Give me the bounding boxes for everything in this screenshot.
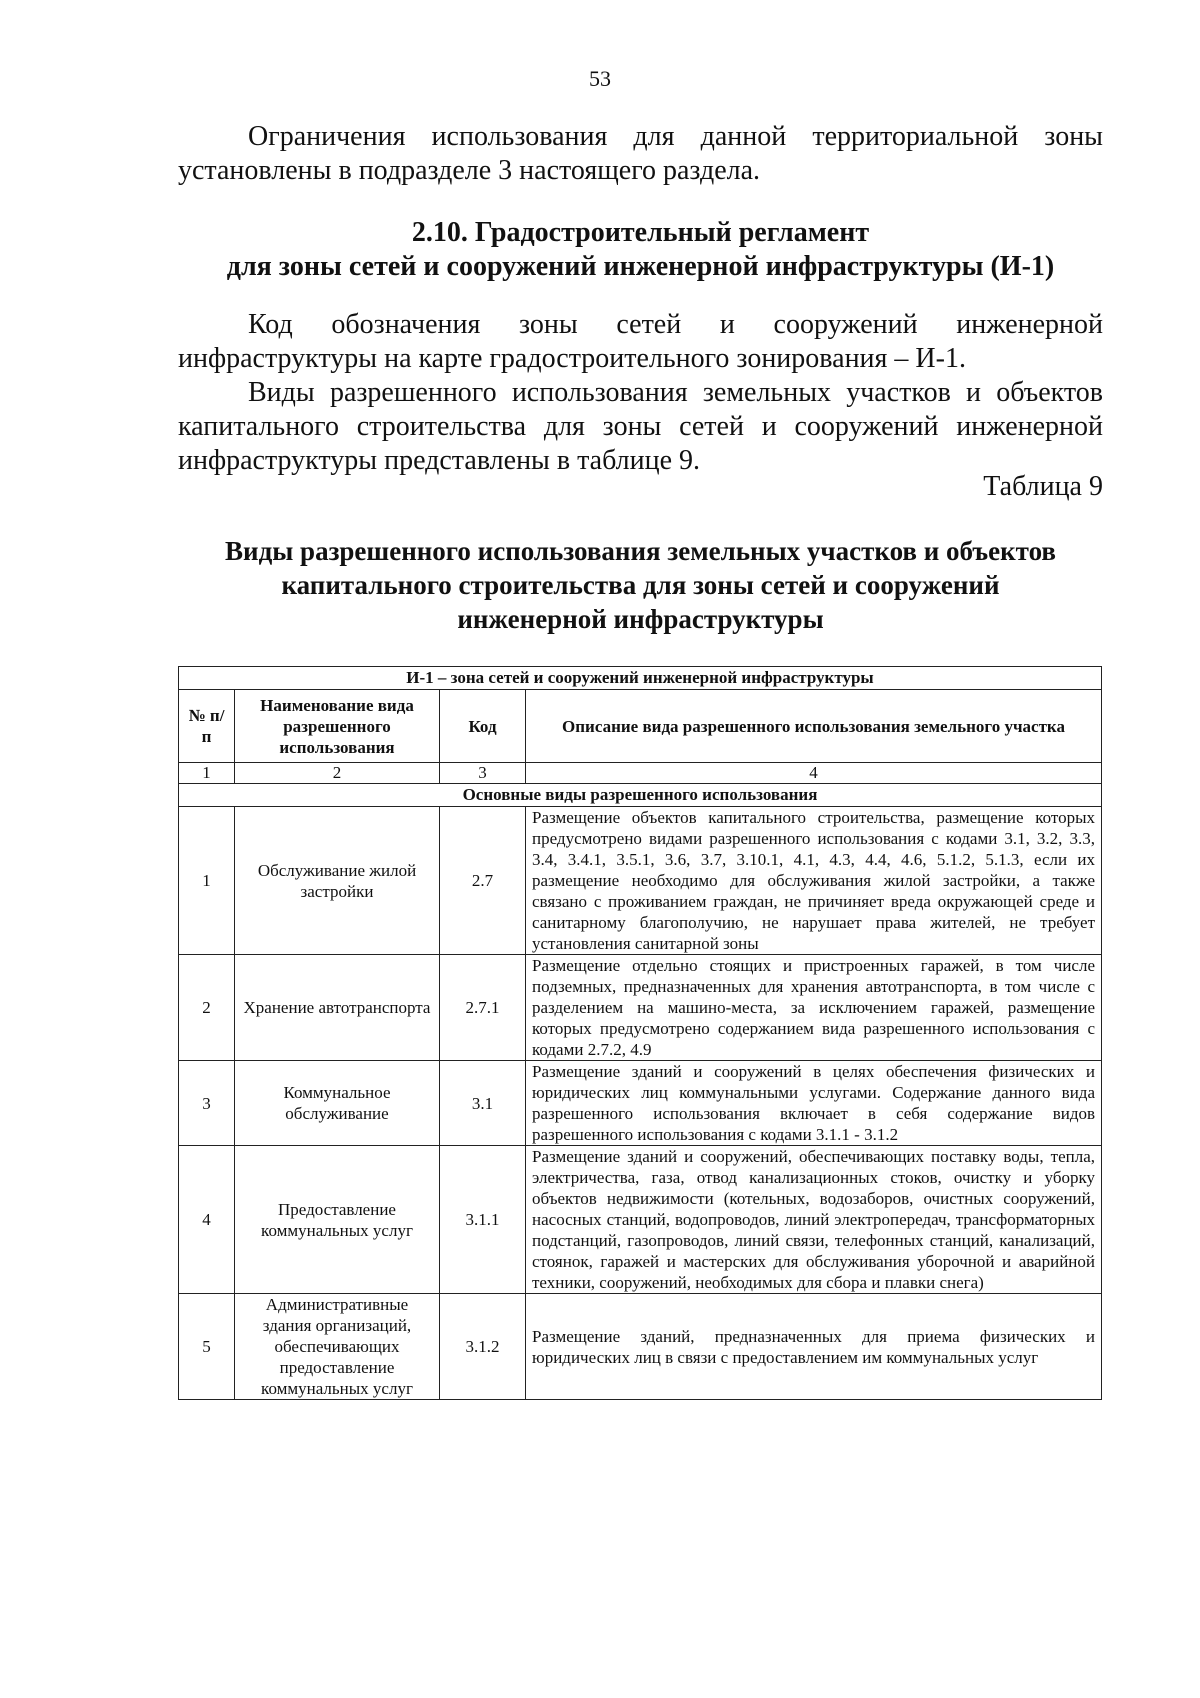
types-paragraph: Виды разрешенного использования земельных участков и объектов капитального строительства для зоны сетей и сооружений инженерной инфраструктуры представлены в таблице 9. [178,377,1103,476]
row-name: Коммунальное обслуживание [235,1061,440,1146]
col-header-code: Код [440,690,526,763]
row-desc: Размещение зданий и сооружений в целях обеспечения физических и юридических лиц коммунальными услугами. Содержание данного вида разрешенного использования включает в себя содержание видов разрешенного использования с кодами 3.1.1 - 3.1.2 [526,1061,1102,1146]
intro-paragraph: Ограничения использования для данной территориальной зоны установлены в подразделе 3 настоящего раздела. [178,121,1103,186]
section-heading [178,216,1103,284]
column-header-row [179,690,1102,763]
regulation-table [178,666,1102,1400]
col-number: 3 [440,763,526,784]
zone-header: И-1 – зона сетей и сооружений инженерной инфраструктуры [179,667,1102,690]
table-row [179,1294,1102,1400]
table-title [178,534,1103,636]
row-name: Предоставление коммунальных услуг [235,1146,440,1294]
row-desc: Размещение зданий, предназначенных для приема физических и юридических лиц в связи с предоставлением им коммунальных услуг [526,1294,1102,1400]
row-desc: Размещение отдельно стоящих и пристроенных гаражей, в том числе подземных, предназначенных для хранения автотранспорта, в том числе с разделением на машино-места, за исключением гаражей, размещение которых предусмотрено содержанием вида разрешенного использования с кодами 2.7.2, 4.9 [526,955,1102,1061]
col-number: 1 [179,763,235,784]
col-number: 2 [235,763,440,784]
row-code: 3.1.2 [440,1294,526,1400]
table-title-line: капитального строительства для зоны сетей и сооружений [281,570,1000,600]
table-title-line: Виды разрешенного использования земельных участков и объектов [225,536,1056,566]
row-code: 3.1 [440,1061,526,1146]
zone-header-row [179,667,1102,690]
table-title-line: инженерной инфраструктуры [457,604,824,634]
row-num: 5 [179,1294,235,1400]
table-row [179,1146,1102,1294]
col-header-num: № п/п [179,690,235,763]
row-name: Хранение автотранспорта [235,955,440,1061]
page-number: 53 [589,66,611,91]
code-paragraph: Код обозначения зоны сетей и сооружений инженерной инфраструктуры на карте градостроительного зонирования – И-1. [178,309,1103,374]
row-desc: Размещение объектов капитального строительства, размещение которых предусмотрено видами разрешенного использования с кодами 3.1, 3.2, 3.3, 3.4, 3.4.1, 3.5.1, 3.6, 3.7, 3.10.1, 4.1, 4.3, 4.4, 4.6, 5.1.2, 5.1.3, если их размещение необходимо для обслуживания жилой застройки, а также связано с проживанием граждан, не причиняет вреда окружающей среде и санитарному благополучию, не нарушает права жителей, не требует установления санитарной зоны [526,807,1102,955]
col-header-desc: Описание вида разрешенного использования земельного участка [526,690,1102,763]
table-row [179,1061,1102,1146]
row-num: 4 [179,1146,235,1294]
table-row [179,807,1102,955]
row-num: 2 [179,955,235,1061]
row-num: 3 [179,1061,235,1146]
row-code: 2.7.1 [440,955,526,1061]
table-row [179,955,1102,1061]
row-desc: Размещение зданий и сооружений, обеспечивающих поставку воды, тепла, электричества, газа, отвод канализационных стоков, очистку и уборку объектов недвижимости (котельных, водозаборов, очистных сооружений, насосных станций, водопроводов, линий электропередач, трансформаторных подстанций, газопроводов, линий связи, телефонных станций, канализаций, стоянок, гаражей и мастерских для обслуживания уборочной и аварийной техники, сооружений, необходимых для сбора и плавки снега) [526,1146,1102,1294]
col-number: 4 [526,763,1102,784]
row-num: 1 [179,807,235,955]
col-header-name: Наименование вида разрешенного использования [235,690,440,763]
group-header-row [179,784,1102,807]
section-subtitle: для зоны сетей и сооружений инженерной инфраструктуры (И-1) [226,251,1055,282]
column-number-row [179,763,1102,784]
group-title: Основные виды разрешенного использования [179,784,1102,807]
section-title: 2.10. Градостроительный регламент [411,217,870,248]
row-name: Административные здания организаций, обеспечивающих предоставление коммунальных услуг [235,1294,440,1400]
table-label: Таблица 9 [983,471,1103,502]
row-name: Обслуживание жилой застройки [235,807,440,955]
row-code: 3.1.1 [440,1146,526,1294]
row-code: 2.7 [440,807,526,955]
